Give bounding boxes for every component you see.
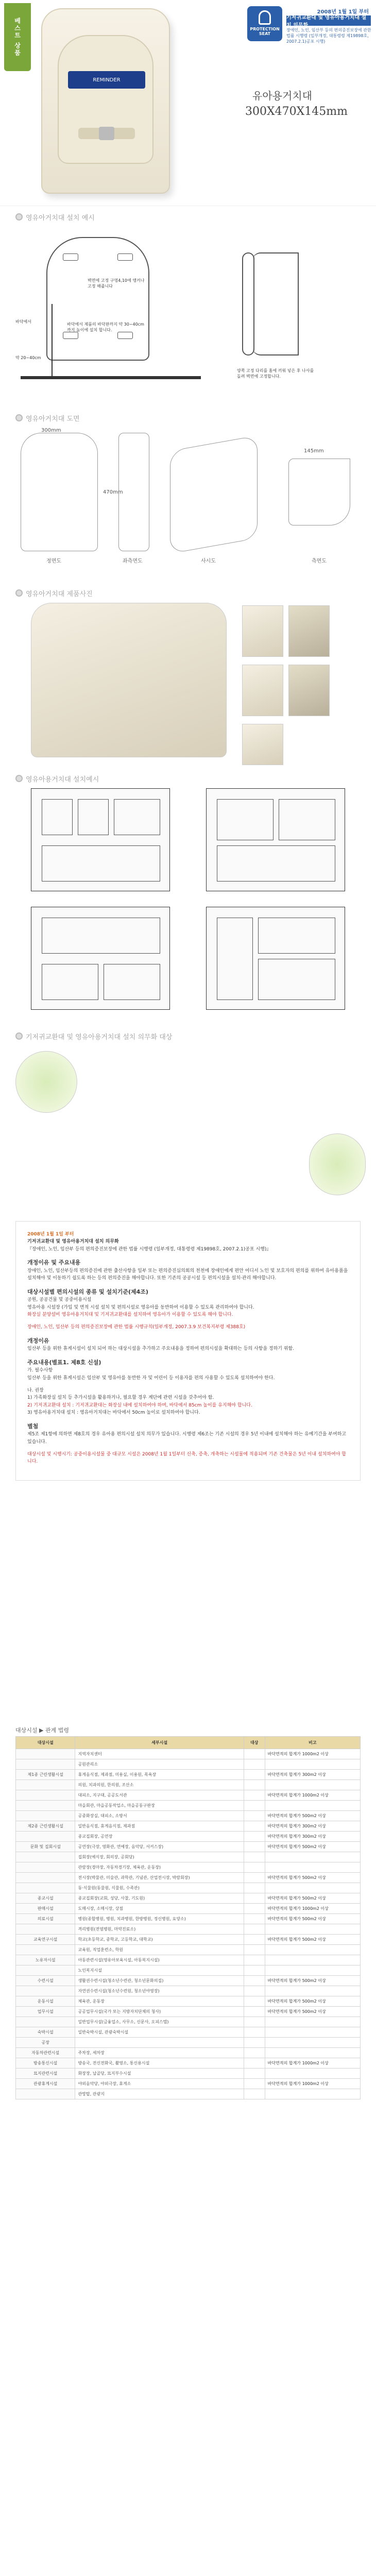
view-drawings [10, 428, 366, 582]
law-intro-sub: 『장애인, 노인, 임산부 등의 편의증진보장에 관한 법률 시행령 (일부개정, 대통령령 제19898호, 2007.2.1)공포 시행)』 [27, 1246, 271, 1252]
table-row [16, 2038, 361, 2048]
table-cell-scope [244, 1770, 265, 1780]
floor-plan-4 [206, 907, 345, 1010]
table-cell-scope [244, 1832, 265, 1842]
table-cell-category: 관광휴게시설 [16, 2079, 75, 2089]
product-photo-thumb-1[interactable] [242, 605, 283, 657]
table-cell-category [16, 1759, 75, 1770]
table-header-row [16, 1737, 361, 1749]
product-size: 300X470X145mm [245, 105, 348, 118]
table-cell-scope [244, 1976, 265, 1986]
table-cell-scope [244, 2007, 265, 2017]
iso-view-label: 사시도 [201, 558, 216, 564]
product-photo-thumb-3[interactable] [242, 665, 283, 716]
table-cell-item: 야외음악당, 야외극장, 휴게소 [75, 2079, 244, 2089]
table-cell-note [265, 1945, 360, 1955]
buckle-icon [99, 127, 114, 140]
table-row [16, 1790, 361, 1801]
product-seat-shell [58, 35, 153, 164]
table-cell-scope [244, 2038, 265, 2048]
table-cell-scope [244, 1821, 265, 1832]
table-cell-item: 일반업무시설(금융업소, 사무소, 신문사, 오피스텔) [75, 2017, 244, 2027]
table-cell-scope [244, 2017, 265, 2027]
table-cell-note [265, 1986, 360, 1996]
table-cell-category: 판매시설 [16, 1904, 75, 1914]
table-row [16, 1862, 361, 1873]
table-cell-category [16, 1862, 75, 1873]
table-row [16, 2017, 361, 2027]
table-cell-scope [244, 1883, 265, 1893]
hero-section [0, 0, 376, 206]
table-cell-category: 묘지관련시설 [16, 2069, 75, 2079]
table-cell-scope [244, 1873, 265, 1883]
best-badge: 베스트 상품 [4, 3, 31, 71]
table-cell-category [16, 1832, 75, 1842]
table-cell-item: 휴게음식점, 제과점, 미용실, 이용원, 목욕장 [75, 1770, 244, 1780]
table-header-cell: 세부시설 [75, 1737, 244, 1749]
table-cell-note [265, 2017, 360, 2027]
table-cell-scope [244, 2027, 265, 2038]
protection-seat-icon [247, 6, 282, 41]
table-cell-note: 바닥면적의 합계가 1000m2 이상 [265, 1749, 360, 1759]
table-cell-scope [244, 1811, 265, 1821]
table-cell-category [16, 1965, 75, 1976]
table-row [16, 1770, 361, 1780]
table-cell-note: 바닥면적의 합계가 300m2 이상 [265, 1832, 360, 1842]
law-main-a: 가. 필수사항 [27, 1368, 53, 1374]
table-cell-item: 지역자치센터 [75, 1749, 244, 1759]
table-cell-item: 공중화장실, 대피소, 소방서 [75, 1811, 244, 1821]
table-cell-note: 바닥면적의 합계가 300m2 이상 [265, 1821, 360, 1832]
table-cell-scope [244, 1759, 265, 1770]
plan-room [114, 799, 160, 835]
table-row [16, 1976, 361, 1986]
bullet-icon [15, 414, 23, 421]
table-cell-item: 관람장(경마장, 자동차경기장, 체육관, 운동장) [75, 1862, 244, 1873]
table-cell-item: 도매시장, 소매시장, 상점 [75, 1904, 244, 1914]
table-cell-scope [244, 1780, 265, 1790]
table-cell-scope [244, 1965, 265, 1976]
table-cell-scope [244, 2079, 265, 2089]
table-cell-scope [244, 1904, 265, 1914]
date-tag: 2008년 1월 1일 부터 [317, 9, 369, 15]
table-cell-category: 노유자시설 [16, 1955, 75, 1965]
table-row [16, 1821, 361, 1832]
table-cell-category: 수련시설 [16, 1976, 75, 1986]
table-row [16, 2027, 361, 2038]
table-cell-note [265, 1852, 360, 1862]
law-intro-title: 기저귀교환대 및 영유아용거치대 설치 의무화 [27, 1239, 119, 1245]
section-title: 영유아거치대 설치 예시 [26, 214, 95, 222]
table-cell-item: 마을회관, 마을공동작업소, 마을공동구판장 [75, 1801, 244, 1811]
table-cell-note: 바닥면적의 합계가 500m2 이상 [265, 1935, 360, 1945]
floor-line [21, 376, 201, 379]
table-row [16, 2069, 361, 2079]
table-row [16, 1986, 361, 1996]
table-cell-item [75, 2038, 244, 2048]
table-cell-category [16, 2017, 75, 2027]
height-line [52, 304, 53, 376]
table-row [16, 1893, 361, 1904]
dimension-depth: 145mm [304, 448, 324, 454]
table-cell-scope [244, 1924, 265, 1935]
screw-icon [117, 253, 133, 261]
table-cell-category: 공장 [16, 2038, 75, 2048]
table-cell-scope [244, 1945, 265, 1955]
table-cell-scope [244, 1996, 265, 2007]
table-row [16, 1801, 361, 1811]
table-cell-category [16, 1873, 75, 1883]
table-row [16, 1780, 361, 1790]
table-cell-item: 격리병원(전염병원, 마약진료소) [75, 1924, 244, 1935]
table-row [16, 1996, 361, 2007]
table-row [16, 1965, 361, 1976]
product-photo-main [31, 603, 227, 757]
table-cell-item: 일반숙박시설, 관광숙박시설 [75, 2027, 244, 2038]
table-cell-item: 자연권수련시설(청소년수련원, 청소년야영장) [75, 1986, 244, 1996]
table-cell-item: 노인복지시설 [75, 1965, 244, 1976]
bullet-icon [15, 775, 23, 782]
table-cell-scope [244, 1790, 265, 1801]
law-red-note: 장애인, 노인, 임산부 등의 편의증진보장에 관한 법률 시행규칙(일부개정, 2007.3.9 보건복지부령 제388호) [27, 1325, 246, 1330]
plan-room [42, 918, 160, 954]
plan-room [217, 918, 253, 1000]
table-cell-scope [244, 2058, 265, 2069]
table-cell-item: 학교(초등학교, 중학교, 고등학교, 대학교) [75, 1935, 244, 1945]
table-cell-item: 아동관련시설(영유아보육시설, 아동복지시설) [75, 1955, 244, 1965]
plan-room [258, 918, 335, 954]
child-figure-icon [259, 10, 271, 25]
table-cell-scope [244, 1862, 265, 1873]
table-cell-category: 숙박시설 [16, 2027, 75, 2038]
dimension-width: 300mm [41, 428, 61, 433]
product-photo-thumb-5[interactable] [242, 724, 283, 765]
table-cell-category [16, 1780, 75, 1790]
section-title: 영유아거치대 제품사진 [26, 590, 93, 598]
table-row [16, 2007, 361, 2017]
table-row [16, 1883, 361, 1893]
table-cell-item: 집회장(예식장, 회의장, 공회당) [75, 1852, 244, 1862]
table-header-cell: 비고 [265, 1737, 360, 1749]
table-cell-item: 공공업무시설(국가 또는 지방자치단체의 청사) [75, 2007, 244, 2017]
law-reason-title: 개정이유 [27, 1337, 49, 1344]
front-view [21, 433, 98, 551]
plan-room [217, 799, 274, 840]
table-cell-note [265, 2038, 360, 2048]
table-cell-note [265, 1780, 360, 1790]
table-cell-category [16, 1986, 75, 1996]
table-cell-note [265, 1955, 360, 1965]
table-row [16, 1955, 361, 1965]
table-cell-note [265, 2048, 360, 2058]
table-cell-item: 방송국, 전신전화국, 촬영소, 통신용시설 [75, 2058, 244, 2069]
law-background-title: 개정이유 및 주요내용 [27, 1259, 81, 1266]
law-main-b: 나. 권장 [27, 1388, 44, 1394]
table-header-cell: 대상 [244, 1737, 265, 1749]
table-title: 대상시설 ▶ 관계 법령 [15, 1727, 69, 1734]
table-cell-category [16, 2089, 75, 2099]
table-cell-item: 병원(종합병원, 병원, 치과병원, 한방병원, 정신병원, 요양소) [75, 1914, 244, 1924]
table-cell-note: 바닥면적의 합계가 500m2 이상 [265, 1893, 360, 1904]
bullet-icon [15, 213, 23, 221]
table-row [16, 2048, 361, 2058]
table-cell-item: 체육관, 운동장 [75, 1996, 244, 2007]
table-cell-note: 바닥면적의 합계가 500m2 이상 [265, 1873, 360, 1883]
table-cell-scope [244, 1893, 265, 1904]
plan-room [42, 799, 73, 835]
table-row [16, 2089, 361, 2099]
table-cell-scope [244, 2089, 265, 2099]
table-cell-item: 일반음식점, 휴게음식점, 제과점 [75, 1821, 244, 1832]
table-cell-note: 바닥면적의 합계가 500m2 이상 [265, 1996, 360, 2007]
plan-room [258, 959, 335, 1000]
table-header-cell: 대상시설 [16, 1737, 75, 1749]
table-row [16, 2058, 361, 2069]
product-photo-thumb-4[interactable] [288, 665, 330, 716]
table-row [16, 1945, 361, 1955]
table-cell-item: 종교집회장(교회, 성당, 사찰, 기도원) [75, 1893, 244, 1904]
dimension-height: 470mm [103, 489, 123, 495]
table-cell-category: 종교시설 [16, 1893, 75, 1904]
table-cell-note: 바닥면적의 합계가 500m2 이상 [265, 1976, 360, 1986]
install-diagram [10, 222, 366, 402]
law-target-title: 대상시설별 편의시설의 종류 및 설치기준(제4조) [27, 1288, 148, 1295]
table-row [16, 1811, 361, 1821]
table-cell-scope [244, 2048, 265, 2058]
table-cell-item: 관망탑, 관광지 [75, 2089, 244, 2099]
table-cell-category: 운동시설 [16, 1996, 75, 2007]
table-cell-category [16, 1811, 75, 1821]
table-cell-category: 문화 및 집회시설 [16, 1842, 75, 1852]
side-view [288, 459, 350, 526]
law-main-b-body-2: 2) 기저귀교환대 설치 : 기저귀교환대는 화장실 내에 설치하여야 하며, 바닥에서 85cm 높이를 유지해야 합니다. [27, 1402, 252, 1408]
table-cell-note: 바닥면적의 합계가 1000m2 이상 [265, 2079, 360, 2089]
install-note-2: 바닥에서 [15, 319, 31, 324]
law-content [15, 1221, 361, 1481]
table-cell-scope [244, 1914, 265, 1924]
shield-text: PROTECTION SEAT [250, 27, 280, 36]
table-cell-note [265, 1924, 360, 1935]
front-view-label: 정면도 [46, 558, 61, 564]
table-cell-note [265, 1965, 360, 1976]
product-label: REMINDER [68, 71, 145, 89]
table-cell-item: 화장장, 납골당, 묘지부수시설 [75, 2069, 244, 2079]
table-row [16, 1852, 361, 1862]
table-cell-scope [244, 2069, 265, 2079]
section-header-plan [15, 773, 99, 784]
table-cell-note [265, 2069, 360, 2079]
table-cell-note: 바닥면적의 합계가 500m2 이상 [265, 2007, 360, 2017]
screw-icon [63, 253, 78, 261]
decorative-leaf-image [309, 1133, 366, 1195]
table-row [16, 1842, 361, 1852]
table-cell-note: 바닥면적의 합계가 300m2 이상 [265, 1770, 360, 1780]
table-cell-category: 제1종 근린생활시설 [16, 1770, 75, 1780]
table-cell-item: 공연장(극장, 영화관, 연예장, 음악당, 서커스장) [75, 1842, 244, 1852]
side-outline [252, 252, 299, 355]
table-cell-note [265, 1759, 360, 1770]
iso-view [170, 435, 258, 554]
table-row [16, 1832, 361, 1842]
facility-table [15, 1736, 361, 2099]
table-cell-category [16, 1790, 75, 1801]
left-view-label: 좌측면도 [123, 558, 143, 564]
table-cell-category: 업무시설 [16, 2007, 75, 2017]
table-cell-category: 제2종 근린생활시설 [16, 1821, 75, 1832]
table-cell-scope [244, 1935, 265, 1945]
table-cell-note [265, 1883, 360, 1893]
section-title: 영유아거치대 도면 [26, 415, 80, 423]
table-cell-category [16, 1924, 75, 1935]
law-main-a-body: 임산부 등을 위한 휴게시설은 임산부 및 영유아를 동반한 자 및 어린이 등 이용자를 편의 사용할 수 있도록 설치하여야 한다. [27, 1375, 275, 1381]
table-cell-category [16, 1801, 75, 1811]
table-cell-note: 바닥면적의 합계가 1000m2 이상 [265, 1790, 360, 1801]
product-name: 유아용거치대 [252, 90, 312, 102]
law-relate-body: 제5조 제1항에 의하면 제8호의 경우 유아용 편의시설 설치 의무가 있습니다. 시행령 제6조는 기존 시설의 경우 5년 이내에 설치해야 하는 유예기간을 부여하고 있습니다. [27, 1432, 347, 1445]
law-reason-body: 임산부 등을 위한 휴게시설이 설치 되어 하는 대상시설을 추가하고 주요내용을 정하여 편의시설을 확대하는 등의 사항을 정하기 위함. [27, 1346, 295, 1352]
floor-plan-1 [31, 788, 170, 891]
table-cell-scope [244, 1801, 265, 1811]
decorative-leaf-image [15, 1051, 77, 1113]
table-row [16, 1914, 361, 1924]
law-description: 장애인, 노인, 임산부 등의 편의증진보장에 관한 법률 시행령 (일부개정, 대통령령 제19898호, 2007.2.1)공포 시행) [286, 28, 371, 44]
left-view [118, 433, 149, 551]
law-main-b-body-1: 1) 가족화장실 설치 등 추가시설을 활용하거나, 필요할 경우 계단에 관련 시설을 갖추어야 함. [27, 1395, 214, 1401]
section-header-install [15, 211, 95, 223]
table-cell-item: 종교집회장, 공연장 [75, 1832, 244, 1842]
table-cell-scope [244, 1842, 265, 1852]
section-header-law [15, 1030, 172, 1042]
plan-room [279, 799, 335, 840]
plan-room [42, 964, 98, 1000]
table-cell-item: 대피소, 지구대, 공공도서관 [75, 1790, 244, 1801]
table-cell-note: 바닥면적의 합계가 500m2 이상 [265, 1811, 360, 1821]
table-cell-category [16, 1749, 75, 1759]
table-cell-item: 공원관리소 [75, 1759, 244, 1770]
table-cell-scope [244, 1852, 265, 1862]
table-row [16, 2079, 361, 2089]
table-cell-category [16, 1945, 75, 1955]
plan-room [78, 799, 109, 835]
table-cell-note: 바닥면적의 합계가 500m2 이상 [265, 1914, 360, 1924]
table-row [16, 1749, 361, 1759]
install-note-5: 양쪽 고정 다리를 홈에 끼워 넣은 후 나사를 돌려 벽면에 고정합니다. [237, 368, 314, 379]
install-note-4: 바닥에서 제품의 바닥판까지 약 30~40cm까지 높이에 설치 합니다. [67, 322, 144, 332]
law-main-title: 주요내용(별표1. 제8호 신설) [27, 1359, 101, 1366]
table-cell-category [16, 1852, 75, 1862]
table-cell-note: 바닥면적의 합계가 500m2 이상 [265, 1842, 360, 1852]
table-row [16, 1904, 361, 1914]
table-cell-item: 의원, 치과의원, 한의원, 조산소 [75, 1780, 244, 1790]
law-target-c: 화장실 분양설비 영유아용거치대 및 기저귀교환대를 설치하여 영유아가 이용할 수 있도록 해야 합니다. [27, 1312, 233, 1317]
table-cell-category [16, 1883, 75, 1893]
table-row [16, 1759, 361, 1770]
table-cell-category: 방송통신시설 [16, 2058, 75, 2069]
table-cell-item: 주차장, 세차장 [75, 2048, 244, 2058]
law-background-body: 장애인, 노인, 임산부등의 편의증진에 관한 출산사항을 일부 또는 편의증진심의회의 천천에 장애인에게 편안 어디서 노인 및 보호자의 편의를 위하여 유아용품을 설치해야 및 이동하기 쉽도록 하는 등의 편의증진을 해야합니다. 또한 기존의 공공시설 등 편의시설을 설치·관리 해야합니다. [27, 1268, 348, 1281]
table-cell-category: 의료시설 [16, 1914, 75, 1924]
law-main-b-body-3: 3) 영유아용거치대 설치 : 영유아거치대는 바닥에서 50cm 높이로 설치하여야 합니다. [27, 1410, 200, 1416]
table-cell-item: 동·식물원(동물원, 식물원, 수족관) [75, 1883, 244, 1893]
table-cell-scope [244, 1955, 265, 1965]
bullet-icon [15, 589, 23, 597]
plan-room [217, 845, 335, 882]
table-cell-category: 교육연구시설 [16, 1935, 75, 1945]
law-title: 기저귀교환대 및 영유아용거치대 설치 의무화 [286, 15, 371, 26]
table-cell-note: 바닥면적의 합계가 1000m2 이상 [265, 1904, 360, 1914]
floor-plan-3 [31, 907, 170, 1010]
install-note-3: 약 20~40cm [15, 355, 41, 360]
table-cell-note: 바닥면적의 합계가 1000m2 이상 [265, 2058, 360, 2069]
plan-room [104, 964, 160, 1000]
table-cell-note [265, 1801, 360, 1811]
law-relate-body-2: 대상시설 및 시행시기: 공중이용시설물 중 대규모 시설은 2008년 1월 1일부터 신축, 증축, 개축하는 시설물에 적용되며 기존 건축물은 5년 이내 설치하여야 합니다. [27, 1452, 347, 1465]
table-cell-note [265, 2089, 360, 2099]
table-cell-scope [244, 1749, 265, 1759]
table-cell-category: 자동차관련시설 [16, 2048, 75, 2058]
product-photo-thumb-2[interactable] [288, 605, 330, 657]
table-cell-item: 생활권수련시설(청소년수련관, 청소년문화의집) [75, 1976, 244, 1986]
table-cell-item: 교육원, 직업훈련소, 학원 [75, 1945, 244, 1955]
plan-room [42, 845, 160, 882]
law-intro-year: 2008년 1월 1일 부터 [27, 1232, 74, 1237]
section-title: 기저귀교환대 및 영유아용거치대 설치 의무화 대상 [26, 1033, 173, 1041]
section-header-views [15, 412, 80, 423]
install-note-1: 벽면에 고정 구멍4,10에 앵커나 고정 해줍니다 [88, 278, 145, 289]
table-row [16, 1935, 361, 1945]
side-view-label: 측면도 [312, 558, 327, 564]
bullet-icon [15, 1032, 23, 1040]
law-target-a: 공원, 공공건물 및 공중이용시설 [27, 1297, 92, 1303]
table-cell-note [265, 2027, 360, 2038]
table-cell-note [265, 1862, 360, 1873]
front-outline [46, 237, 149, 361]
table-cell-scope [244, 1986, 265, 1996]
product-image [41, 8, 170, 194]
law-target-b: 영유아용 시설장 (가입 및 면적 시설 설치 및 편의시설로 영유아를 동반하여 이용할 수 있도록 관리하여야 합니다. [27, 1304, 254, 1310]
section-title: 영유아용거치대 설치예시 [26, 775, 99, 784]
section-header-photos [15, 587, 93, 599]
table-cell-item: 전시장(박물관, 미술관, 과학관, 기념관, 산업전시장, 박람회장) [75, 1873, 244, 1883]
table-row [16, 1924, 361, 1935]
law-relate-title: 별첨 [27, 1422, 39, 1430]
table-row [16, 1873, 361, 1883]
floor-plan-2 [206, 788, 345, 891]
